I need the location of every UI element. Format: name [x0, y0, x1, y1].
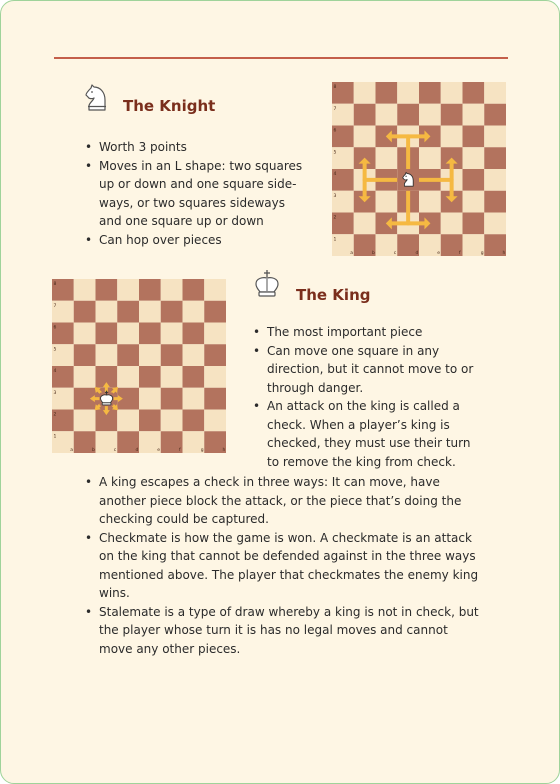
- board-square: [161, 344, 183, 366]
- board-square: [183, 279, 205, 301]
- rank-label: 8: [53, 282, 57, 287]
- board-square: [74, 301, 96, 323]
- board-square: [463, 213, 485, 235]
- board-square: [376, 104, 398, 126]
- board-square: [441, 82, 463, 104]
- board-square: [204, 301, 226, 323]
- board-square: [354, 82, 376, 104]
- board-square: [484, 126, 506, 148]
- board-square: [117, 301, 139, 323]
- board-square: [484, 147, 506, 169]
- knight-bullet-3: • Can hop over pieces: [85, 231, 307, 250]
- board-square: [139, 279, 161, 301]
- board-square: [204, 279, 226, 301]
- board-square: [161, 388, 183, 410]
- file-label: h: [502, 251, 506, 256]
- board-square: [484, 169, 506, 191]
- board-square: [463, 82, 485, 104]
- file-label: f: [179, 448, 181, 453]
- rank-label: 1: [333, 237, 337, 243]
- board-square: [74, 410, 96, 432]
- file-label: d: [415, 251, 419, 256]
- board-square: [397, 104, 419, 126]
- rank-label: 8: [333, 85, 337, 90]
- king-icon: [253, 269, 281, 299]
- board-square: [463, 147, 485, 169]
- file-label: e: [437, 251, 441, 256]
- rank-label: 2: [53, 412, 57, 418]
- knight-title: The Knight: [123, 97, 216, 115]
- top-divider: [54, 57, 508, 59]
- board-square: [204, 344, 226, 366]
- knight-bullet-1: • Worth 3 points: [85, 138, 307, 157]
- board-square: [419, 191, 441, 213]
- rules-bullet-1: • A king escapes a check in three ways: It can move, have another piece block the attack, or the piece that’s doing the checking could be captured.: [85, 473, 485, 529]
- king-diagram-board: [52, 279, 226, 453]
- king-title: The King: [296, 286, 371, 304]
- board-square: [161, 279, 183, 301]
- file-label: g: [200, 448, 204, 453]
- board-square: [117, 344, 139, 366]
- board-square: [117, 279, 139, 301]
- board-square: [463, 169, 485, 191]
- board-square: [74, 279, 96, 301]
- board-square: [463, 126, 485, 148]
- board-square: [376, 82, 398, 104]
- board-square: [354, 104, 376, 126]
- board-square: [139, 388, 161, 410]
- board-square: [74, 323, 96, 345]
- rank-label: 5: [333, 150, 337, 156]
- rank-label: 3: [333, 193, 337, 199]
- board-square: [484, 213, 506, 235]
- rules-bullet-list: [85, 473, 485, 658]
- board-square: [204, 323, 226, 345]
- board-square: [96, 301, 118, 323]
- file-label: a: [70, 448, 74, 453]
- board-square: [96, 279, 118, 301]
- board-square: [139, 323, 161, 345]
- board-square: [139, 344, 161, 366]
- board-square: [484, 104, 506, 126]
- board-square: [96, 344, 118, 366]
- king-bullet-2: • Can move one square in any direction, but it cannot move to or through danger.: [253, 342, 475, 398]
- board-square: [441, 104, 463, 126]
- file-label: a: [350, 251, 354, 256]
- rank-label: 2: [333, 215, 337, 221]
- file-label: e: [157, 448, 161, 453]
- board-square: [419, 104, 441, 126]
- file-label: b: [372, 251, 375, 256]
- board-square: [74, 366, 96, 388]
- board-square: [117, 366, 139, 388]
- file-label: c: [393, 251, 397, 256]
- king-bullet-1: • The most important piece: [253, 323, 475, 342]
- board-square: [463, 191, 485, 213]
- rank-label: 6: [333, 128, 337, 134]
- board-square: [441, 126, 463, 148]
- file-label: f: [459, 251, 461, 256]
- board-square: [183, 344, 205, 366]
- rank-label: 5: [53, 347, 57, 353]
- board-square: [376, 147, 398, 169]
- rank-label: 7: [53, 303, 57, 309]
- knight-bullet-list: [85, 138, 307, 249]
- board-square: [419, 147, 441, 169]
- board-square: [484, 82, 506, 104]
- board-square: [204, 388, 226, 410]
- board-square: [161, 301, 183, 323]
- board-square: [183, 366, 205, 388]
- board-square: [74, 344, 96, 366]
- file-label: g: [480, 251, 484, 256]
- board-square: [484, 191, 506, 213]
- board-square: [354, 126, 376, 148]
- rank-label: 7: [333, 106, 337, 112]
- rules-bullet-3: • Stalemate is a type of draw whereby a king is not in check, but the player whose turn it is has no legal moves and cannot move any other pieces.: [85, 603, 485, 659]
- knight-bullet-2: • Moves in an L shape: two squares up or down and one square side-ways, or two squares sideways and one square up or down: [85, 157, 307, 231]
- king-bullet-3: • An attack on the king is called a check. When a player’s king is checked, they must use their turn to remove the king from check.: [253, 397, 475, 471]
- rank-label: 4: [53, 369, 57, 374]
- file-label: d: [135, 448, 139, 453]
- board-square: [161, 323, 183, 345]
- board-square: [183, 410, 205, 432]
- file-label: h: [222, 448, 226, 453]
- board-square: [117, 410, 139, 432]
- rules-bullet-2: • Checkmate is how the game is won. A checkmate is an attack on the king that cannot be defended against in the three ways mentioned above. The player that checkmates the enemy king wins.: [85, 529, 485, 603]
- king-bullet-list: [253, 323, 475, 471]
- board-square: [161, 366, 183, 388]
- board-square: [419, 82, 441, 104]
- rank-label: 3: [53, 390, 57, 396]
- board-square: [463, 104, 485, 126]
- rank-label: 1: [53, 434, 57, 440]
- board-square: [117, 323, 139, 345]
- board-square: [139, 301, 161, 323]
- board-square: [397, 82, 419, 104]
- board-square: [354, 213, 376, 235]
- board-square: [96, 323, 118, 345]
- board-square: [139, 366, 161, 388]
- knight-diagram-board: [332, 82, 506, 256]
- board-square: [183, 323, 205, 345]
- file-label: c: [113, 448, 117, 453]
- board-square: [376, 191, 398, 213]
- board-square: [183, 388, 205, 410]
- file-label: b: [92, 448, 95, 453]
- knight-icon: [83, 84, 109, 112]
- rank-label: 6: [53, 325, 57, 331]
- board-square: [183, 301, 205, 323]
- king-piece: [99, 391, 113, 406]
- board-square: [161, 410, 183, 432]
- board-square: [204, 410, 226, 432]
- board-square: [139, 410, 161, 432]
- board-square: [441, 213, 463, 235]
- rank-label: 4: [333, 172, 337, 177]
- board-square: [204, 366, 226, 388]
